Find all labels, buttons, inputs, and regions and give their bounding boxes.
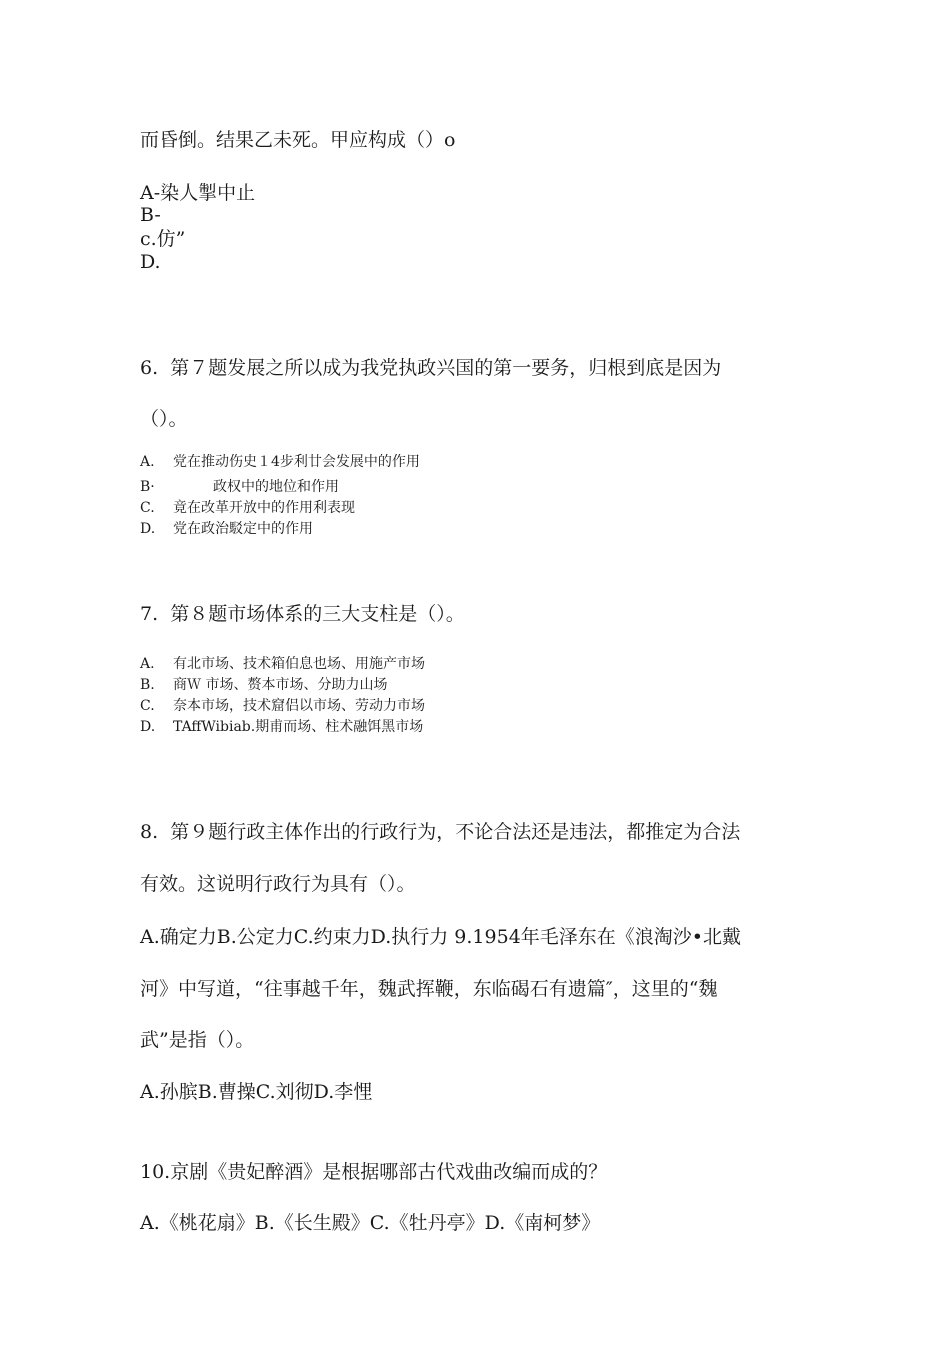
q8-answers-and-q9-line: A.确定力B.公定力C.约束力D.执行力 9.1954年毛泽东在《浪淘沙•北戴	[140, 926, 741, 948]
option-text: TAffWibiab.期甫而场、柱术融饵黑市场	[173, 719, 424, 735]
option-label: C.	[140, 698, 155, 714]
intro-option-b: B-	[140, 204, 161, 226]
q8-question-line1: 8. 第９题行政主体作出的行政行为，不论合法还是违法，都推定为合法	[140, 821, 741, 843]
intro-question-line: 而昏倒。结果乙未死。甲应构成（）o	[140, 129, 456, 151]
q10-answers: A.《桃花扇》B.《长生殿》C.《牡丹亭》D.《南柯梦》	[140, 1212, 601, 1234]
option-text: 竟在改革开放中的作用利表现	[173, 500, 355, 516]
intro-option-a: A-染人掣中止	[140, 182, 256, 204]
intro-option-d: D.	[140, 251, 161, 273]
option-text: 党在推动伤史１4步利廿会发展中的作用	[173, 454, 420, 470]
q9-question-line3: 武”是指（）。	[140, 1029, 255, 1051]
option-label: A.	[140, 656, 155, 672]
q6-option-d	[140, 521, 313, 564]
q8-question-line2: 有效。这说明行政行为具有（）。	[140, 873, 416, 895]
q9-question-line2: 河》中写道，“往事越千年，魏武挥鞭，东临碣石有遗篇″，这里的“魏	[140, 978, 718, 1000]
q6-question-line2: （）。	[140, 408, 188, 430]
option-label: A.	[140, 454, 155, 470]
q7-question-line: 7. 第８题市场体系的三大支柱是（）。	[140, 603, 465, 625]
option-text: 商Ｗ 市场、赘本市场、分助力山场	[173, 677, 388, 693]
option-label: D.	[140, 719, 156, 735]
q9-answers: A.孙膑B.曹操C.刘彻D.李悝	[140, 1081, 373, 1103]
option-text: 奈本市场，技术窟侣以市场、劳动力市场	[173, 698, 425, 714]
q10-question-line: 10.京剧《贵妃醉酒》是根据哪部古代戏曲改编而成的？	[140, 1161, 608, 1183]
option-label: B·	[140, 479, 155, 495]
intro-option-c: c.仿”	[140, 228, 186, 250]
option-text: 党在政治駁定中的作用	[173, 521, 313, 537]
option-text: 政权中的地位和作用	[173, 479, 340, 495]
q6-question-line1: 6. 第７题发展之所以成为我党执政兴国的第一要务，归根到底是因为	[140, 357, 722, 379]
q7-option-d	[140, 719, 424, 762]
option-text: 有北市场、技术箱伯息也场、用施产市场	[173, 656, 425, 672]
option-label: C.	[140, 500, 155, 516]
option-label: D.	[140, 521, 156, 537]
option-label: B.	[140, 677, 155, 693]
